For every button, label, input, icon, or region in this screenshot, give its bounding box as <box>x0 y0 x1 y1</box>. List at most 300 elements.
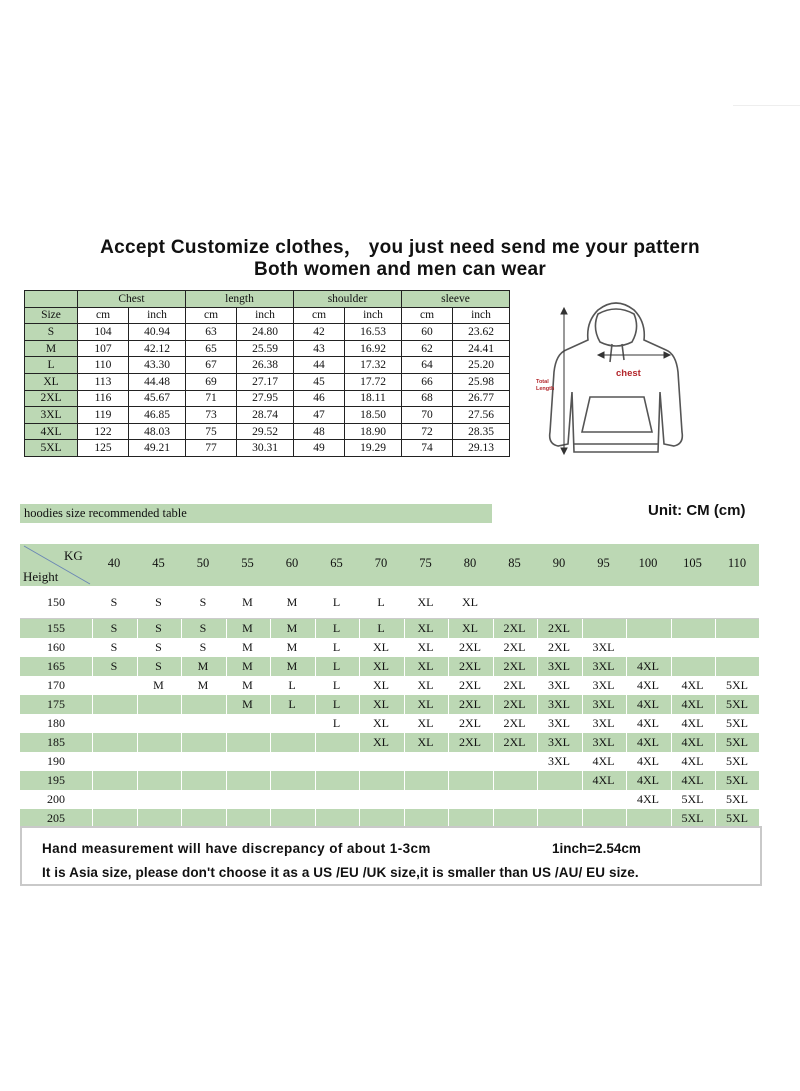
recommended-size-cell: 2XL <box>503 716 526 730</box>
recommended-size-cell <box>404 752 448 771</box>
size-chart-cell: 67 <box>186 357 237 374</box>
height-value: 160 <box>47 640 65 654</box>
measurement-note-box <box>20 826 762 886</box>
size-chart-cell: 47 <box>294 407 345 424</box>
recommended-table-banner: hoodies size recommended table <box>20 504 492 523</box>
size-chart-cell: 68 <box>402 390 453 407</box>
recommended-size-cell <box>671 586 715 618</box>
recommended-size-cell <box>226 790 270 809</box>
recommended-size-cell: 4XL <box>681 678 704 692</box>
recommended-size-cell: 2XL <box>459 640 481 654</box>
size-chart-cell: 26.38 <box>237 357 294 374</box>
weight-column-header: 75 <box>419 556 432 570</box>
size-chart-group-chest: Chest <box>78 291 186 308</box>
recommended-size-cell <box>92 733 136 752</box>
recommended-size-cell: 2XL <box>548 640 570 654</box>
recommended-size-cell: 3XL <box>548 754 570 768</box>
weight-column-header: 100 <box>638 556 658 570</box>
recommended-size-cell: 4XL <box>681 735 704 749</box>
recommended-size-cell: 4XL <box>681 773 704 787</box>
recommended-size-cell: 5XL <box>726 716 748 730</box>
recommended-size-cell: XL <box>417 621 434 635</box>
weight-column-header: 80 <box>463 556 477 570</box>
recommended-size-cell: 3XL <box>548 697 570 711</box>
size-chart-cell: 44.48 <box>129 373 186 390</box>
recommended-size-cell: M <box>242 595 253 609</box>
recommended-size-cell <box>137 733 181 752</box>
recommended-size-cell: M <box>286 595 298 609</box>
recommended-size-cell: S <box>199 640 207 654</box>
length-label-2: Length <box>536 386 555 392</box>
recommended-size-cell: 3XL <box>548 716 570 730</box>
recommended-row <box>20 714 759 733</box>
size-chart-cell: 25.98 <box>453 373 510 390</box>
chest-arrow <box>598 352 670 358</box>
recommended-size-cell <box>92 714 136 733</box>
recommended-size-cell <box>359 771 403 790</box>
recommended-size-cell: M <box>286 640 298 654</box>
size-chart-cell: 125 <box>78 440 129 457</box>
recommended-size-cell: M <box>242 621 253 635</box>
size-chart-cell: 16.92 <box>345 340 402 357</box>
recommended-size-cell: 5XL <box>726 773 748 787</box>
column-separator <box>760 714 761 733</box>
recommended-size-cell <box>537 771 581 790</box>
size-chart-row <box>25 440 510 457</box>
size-chart-cell: 70 <box>402 407 453 424</box>
recommended-size-cell: L <box>332 716 341 730</box>
size-chart-row <box>25 340 510 357</box>
height-value: 150 <box>47 595 65 609</box>
size-chart-cell: 75 <box>186 423 237 440</box>
recommended-size-cell <box>671 638 715 657</box>
recommended-size-cell <box>493 752 537 771</box>
size-chart-cell: 66 <box>402 373 453 390</box>
recommended-size-cell: XL <box>417 659 434 673</box>
chest-label: chest <box>616 368 641 379</box>
size-chart-subheader: cm <box>78 307 129 324</box>
recommended-size-cell <box>671 657 715 676</box>
recommended-size-cell: S <box>155 595 162 609</box>
recommended-size-cell: M <box>197 678 209 692</box>
weight-column-header: 90 <box>552 556 566 570</box>
size-chart-size-cell: L <box>25 357 78 374</box>
recommended-size-cell: 3XL <box>548 735 570 749</box>
recommended-row <box>20 676 759 695</box>
recommended-size-cell <box>493 586 537 618</box>
size-chart-group-header-row <box>25 291 510 308</box>
recommended-body <box>20 586 759 828</box>
size-chart-cell: 119 <box>78 407 129 424</box>
size-chart-cell: 113 <box>78 373 129 390</box>
recommended-size-cell: L <box>332 595 341 609</box>
size-chart-cell: 64 <box>402 357 453 374</box>
size-chart-size-cell: 2XL <box>25 390 78 407</box>
height-value: 155 <box>47 621 65 635</box>
recommended-row <box>20 586 759 619</box>
column-separator <box>760 657 761 676</box>
recommended-size-cell: 5XL <box>726 678 748 692</box>
recommended-size-cell: L <box>332 697 341 711</box>
recommended-size-cell <box>448 790 492 809</box>
weight-column-header: 65 <box>330 556 343 570</box>
recommended-size-cell: 2XL <box>503 678 526 692</box>
size-chart-cell: 29.13 <box>453 440 510 457</box>
recommended-size-cell: 4XL <box>637 716 659 730</box>
recommended-size-cell <box>315 771 359 790</box>
height-value: 200 <box>47 792 65 806</box>
size-chart-cell: 17.72 <box>345 373 402 390</box>
weight-column-header: 85 <box>508 556 521 570</box>
size-chart-table <box>24 290 510 457</box>
recommended-size-cell: 4XL <box>637 678 659 692</box>
unit-label: Unit: CM (cm) <box>648 502 746 519</box>
size-chart-size-cell: M <box>25 340 78 357</box>
size-chart-cell: 62 <box>402 340 453 357</box>
size-chart-cell: 72 <box>402 423 453 440</box>
size-chart-group-shoulder: shoulder <box>294 291 402 308</box>
size-chart-size-cell: 5XL <box>25 440 78 457</box>
size-chart-size-cell: 4XL <box>25 423 78 440</box>
weight-column-header: 105 <box>683 556 702 570</box>
size-chart-cell: 60 <box>402 324 453 341</box>
size-chart-cell: 25.20 <box>453 357 510 374</box>
recommended-size-cell: 2XL <box>459 678 481 692</box>
recommended-size-cell: XL <box>373 697 389 711</box>
recommended-size-cell: M <box>242 697 253 711</box>
column-separator <box>760 676 761 695</box>
recommended-size-cell <box>92 676 136 695</box>
recommended-size-cell <box>181 695 225 714</box>
recommended-size-cell: 3XL <box>592 640 615 654</box>
recommended-size-cell <box>92 695 136 714</box>
size-chart-cell: 49.21 <box>129 440 186 457</box>
recommended-size-cell: 4XL <box>637 773 659 787</box>
recommended-size-cell <box>715 638 759 657</box>
recommended-size-cell: 3XL <box>592 735 615 749</box>
column-separator <box>760 695 761 714</box>
size-chart-cell: 24.80 <box>237 324 294 341</box>
note-asia-size: It is Asia size, please don't choose it as a US /EU /UK size,it is smaller than US /AU/ EU size. <box>42 865 639 880</box>
size-chart-cell: 44 <box>294 357 345 374</box>
size-chart-cell: 65 <box>186 340 237 357</box>
recommended-row <box>20 733 759 752</box>
recommended-size-cell: XL <box>417 640 434 654</box>
column-separator <box>760 752 761 771</box>
recommended-size-cell: M <box>286 659 298 673</box>
recommended-size-cell: 5XL <box>681 792 704 806</box>
size-chart-row <box>25 390 510 407</box>
recommended-size-cell: XL <box>373 659 389 673</box>
recommended-size-cell: 3XL <box>548 678 570 692</box>
recommended-size-cell: S <box>110 595 118 609</box>
recommended-size-cell <box>359 790 403 809</box>
size-chart-group-length: length <box>186 291 294 308</box>
size-chart-cell: 48.03 <box>129 423 186 440</box>
size-chart-cell: 17.32 <box>345 357 402 374</box>
recommended-row <box>20 657 759 676</box>
recommended-size-cell: 2XL <box>459 716 481 730</box>
recommended-size-cell: 4XL <box>637 754 659 768</box>
height-value: 170 <box>47 678 65 692</box>
recommended-size-cell <box>181 752 225 771</box>
size-chart-cell: 26.77 <box>453 390 510 407</box>
column-separator <box>760 733 761 752</box>
headline-unisex: Both women and men can wear <box>253 259 547 280</box>
recommended-size-cell: 4XL <box>637 659 659 673</box>
recommended-size-cell: 5XL <box>726 811 748 825</box>
recommended-size-cell: XL <box>373 678 389 692</box>
size-chart-group-sleeve: sleeve <box>402 291 510 308</box>
column-separator <box>760 790 761 809</box>
recommended-size-cell <box>315 752 359 771</box>
recommended-size-cell: 2XL <box>459 735 481 749</box>
size-chart-cell: 73 <box>186 407 237 424</box>
recommended-size-cell: L <box>288 697 296 711</box>
recommended-size-cell: 2XL <box>459 659 481 673</box>
recommended-size-cell <box>226 733 270 752</box>
size-chart-subheader: cm <box>402 307 453 324</box>
length-arrow <box>561 308 567 454</box>
recommended-size-cell: L <box>377 595 385 609</box>
recommended-size-cell: XL <box>373 640 389 654</box>
recommended-size-cell: S <box>110 621 118 635</box>
recommended-header-row <box>20 544 759 586</box>
recommended-size-cell <box>137 714 181 733</box>
recommended-size-cell <box>493 790 537 809</box>
size-chart-cell: 48 <box>294 423 345 440</box>
size-chart-cell: 25.59 <box>237 340 294 357</box>
size-chart-cell: 107 <box>78 340 129 357</box>
recommended-size-cell: 4XL <box>592 773 615 787</box>
recommended-size-cell: 5XL <box>726 754 748 768</box>
size-chart-cell: 42.12 <box>129 340 186 357</box>
size-chart-cell: 40.94 <box>129 324 186 341</box>
recommended-size-cell: L <box>332 621 341 635</box>
size-chart-cell: 63 <box>186 324 237 341</box>
recommended-size-cell <box>582 619 626 638</box>
recommended-size-cell: XL <box>373 735 389 749</box>
recommended-size-cell <box>404 771 448 790</box>
height-value: 205 <box>47 811 65 825</box>
recommended-size-cell: 5XL <box>726 697 748 711</box>
size-chart-subheader: cm <box>186 307 237 324</box>
recommended-size-cell: 5XL <box>726 735 748 749</box>
recommended-size-cell <box>493 771 537 790</box>
size-chart-cell: 27.17 <box>237 373 294 390</box>
size-chart-cell: 18.11 <box>345 390 402 407</box>
recommended-size-cell: XL <box>462 621 478 635</box>
recommended-size-cell <box>315 790 359 809</box>
size-chart-cell: 77 <box>186 440 237 457</box>
height-value: 175 <box>47 697 65 711</box>
recommended-size-cell <box>92 752 136 771</box>
recommended-size-cell <box>626 619 670 638</box>
recommended-size-cell <box>270 752 314 771</box>
recommended-size-cell <box>181 771 225 790</box>
recommended-size-cell <box>270 771 314 790</box>
recommended-size-cell: 2XL <box>459 697 481 711</box>
note-inch-conversion: 1inch=2.54cm <box>552 841 641 856</box>
recommended-size-cell: L <box>332 659 341 673</box>
recommended-size-cell <box>715 586 759 618</box>
recommended-size-cell: XL <box>417 716 434 730</box>
recommended-size-cell <box>626 586 670 618</box>
size-chart-cell: 46.85 <box>129 407 186 424</box>
recommended-size-cell <box>92 790 136 809</box>
size-chart-cell: 71 <box>186 390 237 407</box>
size-chart-cell: 27.95 <box>237 390 294 407</box>
recommended-size-cell: M <box>197 659 209 673</box>
headline-customize: Accept Customize clothes， you just need send me your pattern <box>100 237 700 258</box>
recommended-size-cell <box>404 790 448 809</box>
weight-column-header: 60 <box>285 556 299 570</box>
recommended-size-cell <box>270 790 314 809</box>
recommended-size-cell <box>315 733 359 752</box>
length-label-1: Total <box>536 379 549 385</box>
recommended-row <box>20 771 759 790</box>
recommended-size-cell: 4XL <box>637 697 659 711</box>
recommended-size-cell: S <box>110 659 118 673</box>
size-chart-subheader: inch <box>453 307 510 324</box>
recommended-size-cell: M <box>153 678 164 692</box>
size-chart-subheader: inch <box>345 307 402 324</box>
size-chart-cell: 27.56 <box>453 407 510 424</box>
column-separator <box>760 586 761 618</box>
recommended-size-cell <box>137 695 181 714</box>
recommended-size-cell <box>537 790 581 809</box>
size-chart-cell: 69 <box>186 373 237 390</box>
size-chart-cell: 43.30 <box>129 357 186 374</box>
recommended-size-cell <box>359 752 403 771</box>
height-value: 180 <box>47 716 65 730</box>
size-chart-row <box>25 357 510 374</box>
size-chart-size-cell: S <box>25 324 78 341</box>
height-value: 190 <box>47 754 65 768</box>
recommended-size-cell: S <box>155 640 162 654</box>
recommended-size-cell: 3XL <box>592 716 615 730</box>
height-axis-label: Height <box>23 569 59 584</box>
recommended-size-cell: 2XL <box>503 659 526 673</box>
recommended-size-cell <box>181 790 225 809</box>
recommended-size-cell: 2XL <box>503 621 526 635</box>
size-chart-body <box>25 324 510 457</box>
height-value: 195 <box>47 773 65 787</box>
recommended-size-cell: XL <box>373 716 389 730</box>
recommended-size-cell: S <box>199 595 207 609</box>
weight-column-header: 110 <box>727 556 747 570</box>
size-chart-cell: 18.50 <box>345 407 402 424</box>
size-chart-subheader: cm <box>294 307 345 324</box>
weight-column-header: 95 <box>597 556 610 570</box>
size-chart-cell: 28.35 <box>453 423 510 440</box>
size-chart-row <box>25 407 510 424</box>
recommended-size-cell: 3XL <box>592 697 615 711</box>
height-value: 185 <box>47 735 65 749</box>
size-chart-cell: 104 <box>78 324 129 341</box>
recommended-size-cell: 4XL <box>681 754 704 768</box>
size-chart-size-cell: 3XL <box>25 407 78 424</box>
recommended-size-cell <box>448 771 492 790</box>
recommended-size-cell: M <box>242 678 253 692</box>
recommended-size-cell: L <box>332 640 341 654</box>
recommended-size-cell <box>181 733 225 752</box>
size-chart-size-cell: XL <box>25 373 78 390</box>
recommended-size-cell <box>582 790 626 809</box>
recommended-row <box>20 790 759 809</box>
recommended-size-cell <box>715 619 759 638</box>
size-chart-cell: 110 <box>78 357 129 374</box>
recommended-size-cell: 3XL <box>592 659 615 673</box>
weight-axis-label: KG <box>64 548 83 563</box>
recommended-size-cell <box>137 752 181 771</box>
hoodie-measurement-diagram <box>528 292 708 462</box>
weight-column-header: 45 <box>152 556 165 570</box>
recommended-size-cell: L <box>377 621 385 635</box>
size-chart-cell: 19.29 <box>345 440 402 457</box>
recommended-size-cell: M <box>242 659 253 673</box>
recommended-size-cell <box>226 714 270 733</box>
column-separator <box>760 619 761 638</box>
recommended-size-cell: S <box>155 659 162 673</box>
size-chart-cell: 45.67 <box>129 390 186 407</box>
recommended-size-cell <box>92 771 136 790</box>
recommended-size-cell: XL <box>417 735 434 749</box>
recommended-size-cell: XL <box>417 595 434 609</box>
recommended-size-cell: 3XL <box>592 678 615 692</box>
column-separator <box>760 638 761 657</box>
recommended-size-cell: L <box>332 678 341 692</box>
recommended-size-cell <box>270 733 314 752</box>
recommended-size-cell <box>226 752 270 771</box>
recommended-size-cell: 4XL <box>592 754 615 768</box>
size-chart-cell: 23.62 <box>453 324 510 341</box>
size-chart-subheader: inch <box>129 307 186 324</box>
weight-column-header: 50 <box>196 556 210 570</box>
recommended-size-table <box>20 544 759 828</box>
size-chart-cell: 45 <box>294 373 345 390</box>
recommended-size-cell: 2XL <box>503 735 526 749</box>
size-chart-cell: 49 <box>294 440 345 457</box>
recommended-size-cell: XL <box>417 697 434 711</box>
recommended-size-cell: 2XL <box>548 621 570 635</box>
recommended-row <box>20 752 759 771</box>
recommended-size-cell <box>448 752 492 771</box>
weight-column-header: 70 <box>374 556 388 570</box>
size-chart-cell: 29.52 <box>237 423 294 440</box>
recommended-size-cell: 5XL <box>726 792 748 806</box>
recommended-size-cell: 4XL <box>681 716 704 730</box>
size-chart-subheader-row <box>25 307 510 324</box>
recommended-size-cell <box>137 771 181 790</box>
height-value: 165 <box>47 659 65 673</box>
recommended-size-cell <box>226 771 270 790</box>
recommended-size-cell: 4XL <box>637 735 659 749</box>
size-chart-subheader: inch <box>237 307 294 324</box>
recommended-size-cell: S <box>199 621 207 635</box>
recommended-size-cell: S <box>110 640 118 654</box>
size-chart-cell: 28.74 <box>237 407 294 424</box>
recommended-size-cell <box>270 714 314 733</box>
recommended-size-cell: 4XL <box>681 697 704 711</box>
recommended-size-cell <box>715 657 759 676</box>
recommended-size-cell <box>626 638 670 657</box>
weight-column-header: 40 <box>107 556 121 570</box>
recommended-size-cell: XL <box>462 595 478 609</box>
recommended-size-cell: 5XL <box>681 811 704 825</box>
note-discrepancy: Hand measurement will have discrepancy of about 1-3cm <box>42 841 431 856</box>
size-chart-cell: 43 <box>294 340 345 357</box>
